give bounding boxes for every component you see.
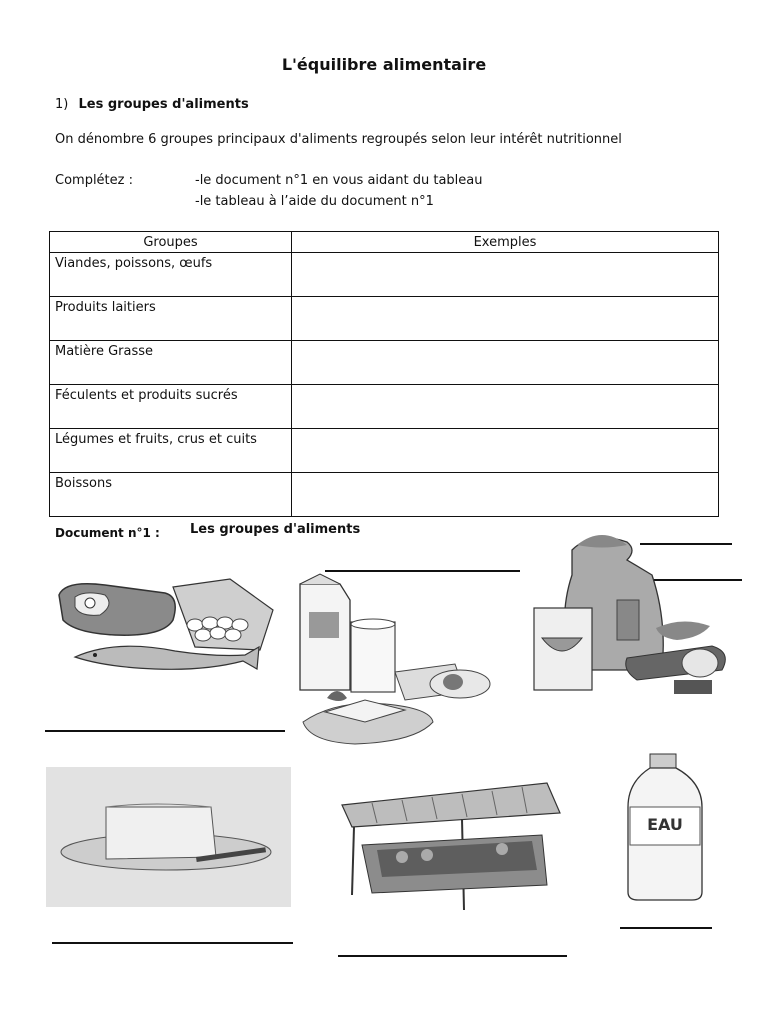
intro-text: On dénombre 6 groupes principaux d'aliments regroupés selon leur intérêt nutritionnel [55, 132, 622, 147]
header-examples: Exemples [292, 232, 719, 253]
example-cell[interactable] [292, 385, 719, 429]
section-title: Les groupes d'aliments [78, 97, 249, 112]
complete-label: Complétez : [55, 173, 133, 188]
dairy-products-illustration [295, 572, 525, 750]
bottle-label: EAU [647, 815, 683, 834]
section-heading [55, 97, 249, 112]
example-cell[interactable] [292, 341, 719, 385]
answer-line-meat[interactable] [45, 730, 285, 732]
water-bottle-illustration [620, 752, 710, 902]
table-row [50, 253, 719, 297]
groups-table [49, 231, 719, 517]
market-stall-illustration [332, 775, 562, 920]
document-title: Les groupes d'aliments [190, 522, 361, 537]
table-row [50, 341, 719, 385]
page-title: L'équilibre alimentaire [281, 55, 487, 74]
table-header-row [50, 232, 719, 253]
group-cell: Féculents et produits sucrés [50, 385, 292, 429]
group-cell: Viandes, poissons, œufs [50, 253, 292, 297]
document-label: Document n°1 : [55, 526, 160, 540]
table-row [50, 385, 719, 429]
starchy-foods-illustration [532, 520, 740, 702]
table-row [50, 429, 719, 473]
instruction-2: -le tableau à l’aide du document n°1 [195, 194, 434, 209]
group-cell: Produits laitiers [50, 297, 292, 341]
example-cell[interactable] [292, 297, 719, 341]
instruction-1: -le document n°1 en vous aidant du tableau [195, 173, 483, 188]
example-cell[interactable] [292, 473, 719, 517]
answer-line-water[interactable] [620, 927, 712, 929]
table-row [50, 473, 719, 517]
table-row [50, 297, 719, 341]
example-cell[interactable] [292, 253, 719, 297]
section-number: 1) [55, 97, 69, 112]
example-cell[interactable] [292, 429, 719, 473]
group-cell: Matière Grasse [50, 341, 292, 385]
header-groups: Groupes [50, 232, 292, 253]
group-cell: Légumes et fruits, crus et cuits [50, 429, 292, 473]
answer-line-market[interactable] [338, 955, 567, 957]
group-cell: Boissons [50, 473, 292, 517]
meat-fish-eggs-illustration [45, 565, 280, 680]
answer-line-butter[interactable] [52, 942, 293, 944]
butter-illustration [46, 767, 291, 907]
